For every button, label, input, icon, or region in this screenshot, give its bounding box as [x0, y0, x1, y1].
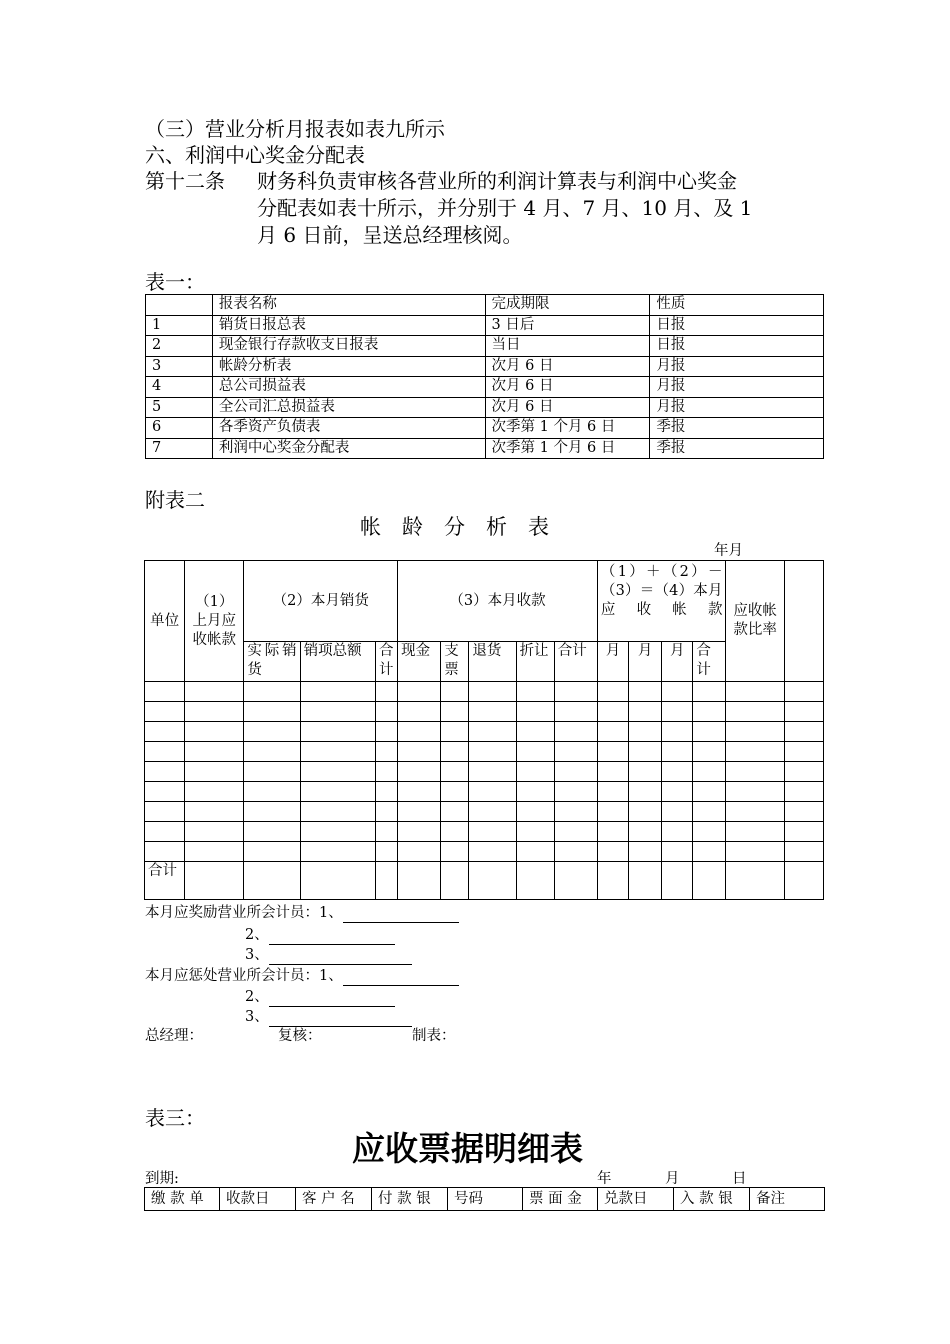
table-cell	[441, 802, 469, 822]
header-receivable-ratio: 应收帐款比率	[726, 561, 784, 682]
table-cell	[300, 702, 375, 722]
due-day-label: 日	[732, 1171, 747, 1187]
table-cell	[516, 802, 554, 822]
table-cell: 次季第 1 个月 6 日	[485, 438, 650, 459]
table-cell: 次月 6 日	[485, 356, 650, 377]
subheader-discount: 折让	[516, 642, 554, 682]
notes-receivable-table	[144, 1187, 825, 1211]
punish-line-1	[145, 966, 459, 986]
table-header-cell: 性质	[650, 295, 824, 316]
table-cell	[244, 702, 300, 722]
reward-line-1	[145, 903, 459, 923]
header-unit: 单位	[145, 561, 185, 682]
table-row	[145, 762, 824, 782]
table-cell	[597, 842, 628, 862]
table-cell	[441, 842, 469, 862]
table-total-row	[145, 862, 824, 900]
table-cell	[300, 822, 375, 842]
table-cell: 1	[146, 315, 213, 336]
table-cell	[784, 722, 823, 742]
table-row	[145, 742, 824, 762]
blank-line	[269, 948, 412, 965]
table1-label: 表一：	[145, 270, 205, 294]
table-header-row	[145, 561, 824, 642]
table-cell	[375, 682, 397, 702]
table-cell	[300, 842, 375, 862]
due-label: 到期:	[145, 1171, 179, 1187]
table-cell	[784, 742, 823, 762]
table-cell	[597, 722, 628, 742]
table-cell	[441, 742, 469, 762]
table3-title: 应收票据明细表	[352, 1129, 583, 1168]
table-cell: 月报	[650, 356, 824, 377]
report-schedule-table	[145, 294, 824, 459]
table-cell	[554, 682, 597, 702]
table-cell	[469, 682, 516, 702]
table-cell: 总公司损益表	[212, 377, 485, 398]
blank-line	[269, 990, 395, 1007]
table-cell	[662, 702, 693, 722]
table-cell	[662, 822, 693, 842]
due-year-label: 年	[597, 1171, 612, 1187]
table-cell	[469, 702, 516, 722]
table-cell	[375, 742, 397, 762]
table-cell	[398, 802, 441, 822]
table-cell	[662, 762, 693, 782]
table-cell	[662, 722, 693, 742]
table-cell	[693, 682, 726, 702]
table-header-cell: 客 户 名	[296, 1188, 372, 1211]
reward-line-2	[245, 925, 395, 945]
table-cell	[375, 702, 397, 722]
table-cell	[516, 842, 554, 862]
table-header-cell: 兑款日	[598, 1188, 674, 1211]
table-cell	[300, 722, 375, 742]
item-number: 2、	[245, 927, 269, 943]
table-cell	[726, 782, 784, 802]
table-row	[145, 702, 824, 722]
table-cell	[629, 842, 662, 862]
table-cell	[244, 782, 300, 802]
table-cell	[516, 762, 554, 782]
table-cell	[244, 722, 300, 742]
table-cell	[375, 722, 397, 742]
table-cell: 2	[146, 336, 213, 357]
table-cell: 销货日报总表	[212, 315, 485, 336]
subheader-total-sales: 销项总额	[300, 642, 375, 682]
table2-title: 帐 龄 分 析 表	[360, 515, 549, 539]
prepare-signature-label: 制表：	[412, 1028, 456, 1044]
table-cell	[244, 802, 300, 822]
table-cell	[375, 822, 397, 842]
punish-label: 本月应惩处营业所会计员：1、	[145, 968, 343, 984]
header-blank	[784, 561, 823, 682]
table-cell	[662, 802, 693, 822]
table-cell	[726, 822, 784, 842]
table-cell	[597, 702, 628, 722]
table-cell	[398, 782, 441, 802]
table-cell: 季报	[650, 438, 824, 459]
article-text-line3: 月 6 日前，呈送总经理核阅。	[257, 223, 523, 247]
table-row	[145, 722, 824, 742]
table-cell: 5	[146, 397, 213, 418]
table-cell	[726, 702, 784, 722]
table-row	[146, 356, 824, 377]
total-row-label: 合计	[145, 862, 185, 900]
table-cell	[441, 782, 469, 802]
table-cell	[441, 762, 469, 782]
table-cell	[784, 682, 823, 702]
table-cell	[597, 742, 628, 762]
table-cell	[554, 842, 597, 862]
table-cell	[629, 702, 662, 722]
table-cell	[469, 782, 516, 802]
table-cell	[145, 702, 185, 722]
subheader-return: 退货	[469, 642, 516, 682]
item-number: 2、	[245, 989, 269, 1005]
table-cell	[662, 682, 693, 702]
table-cell	[693, 802, 726, 822]
table-cell	[554, 802, 597, 822]
table-cell	[726, 722, 784, 742]
subheader-sales-sum: 合计	[375, 642, 397, 682]
table-cell: 4	[146, 377, 213, 398]
table-header-cell: 缴 款 单	[145, 1188, 220, 1211]
table2-label: 附表二	[145, 488, 205, 512]
reward-label: 本月应奖励营业所会计员：1、	[145, 905, 343, 921]
table-cell: 次季第 1 个月 6 日	[485, 418, 650, 439]
table-row	[146, 438, 824, 459]
table-cell	[629, 742, 662, 762]
table-cell	[375, 762, 397, 782]
table-cell	[441, 722, 469, 742]
table-cell: 3	[146, 356, 213, 377]
table-cell	[554, 742, 597, 762]
table-cell	[554, 722, 597, 742]
blank-line	[269, 1010, 412, 1027]
table-cell	[554, 702, 597, 722]
table-row	[146, 315, 824, 336]
year-month-label: 年月	[714, 543, 743, 559]
table-cell	[185, 802, 244, 822]
table-cell	[629, 782, 662, 802]
table-cell: 月报	[650, 377, 824, 398]
table-header-row	[145, 1188, 825, 1211]
table-cell	[693, 742, 726, 762]
punish-line-3	[245, 1007, 412, 1027]
table-cell	[516, 742, 554, 762]
table-row	[145, 782, 824, 802]
table-cell	[244, 682, 300, 702]
subheader-actual-sales: 实际销货	[244, 642, 300, 682]
table-cell	[784, 762, 823, 782]
table-cell	[185, 762, 244, 782]
table-cell: 6	[146, 418, 213, 439]
table-cell	[375, 842, 397, 862]
table-cell	[726, 742, 784, 762]
table-cell: 季报	[650, 418, 824, 439]
table-cell	[693, 762, 726, 782]
table-cell	[784, 822, 823, 842]
table-row	[145, 802, 824, 822]
subheader-month: 月	[629, 642, 662, 682]
table-cell	[597, 762, 628, 782]
table-header-cell: 号码	[448, 1188, 523, 1211]
punish-line-2	[245, 987, 395, 1007]
table-header-cell: 票 面 金	[523, 1188, 598, 1211]
table-cell	[469, 802, 516, 822]
table-header-cell: 付 款 银	[372, 1188, 448, 1211]
gm-signature-label: 总经理：	[145, 1028, 203, 1044]
item-number: 3、	[245, 1009, 269, 1025]
table-cell: 日报	[650, 336, 824, 357]
table-cell	[726, 842, 784, 862]
table-cell	[554, 762, 597, 782]
table-cell	[516, 702, 554, 722]
table-cell	[185, 822, 244, 842]
table-cell	[597, 822, 628, 842]
table-cell	[145, 682, 185, 702]
table-cell	[441, 822, 469, 842]
table-cell	[662, 782, 693, 802]
table-cell	[244, 842, 300, 862]
subheader-cash: 现金	[398, 642, 441, 682]
table-cell	[398, 822, 441, 842]
table-cell	[375, 782, 397, 802]
table-header-cell: 报表名称	[212, 295, 485, 316]
table-cell	[441, 702, 469, 722]
table-cell	[185, 682, 244, 702]
table-cell: 现金银行存款收支日报表	[212, 336, 485, 357]
table-cell	[629, 762, 662, 782]
subheader-check: 支票	[441, 642, 469, 682]
table-cell	[784, 842, 823, 862]
table-header-cell: 收款日	[220, 1188, 296, 1211]
table-cell	[469, 762, 516, 782]
table-cell	[244, 822, 300, 842]
table-header-cell: 备注	[750, 1188, 825, 1211]
review-signature-label: 复核：	[278, 1028, 322, 1044]
table-cell: 利润中心奖金分配表	[212, 438, 485, 459]
table-cell	[244, 762, 300, 782]
table-cell	[469, 742, 516, 762]
table-header-cell	[146, 295, 213, 316]
section-heading-sales-analysis: （三）营业分析月报表如表九所示	[145, 117, 445, 141]
table-cell	[516, 822, 554, 842]
table-subheader-row	[145, 642, 824, 682]
table-cell: 7	[146, 438, 213, 459]
table-cell	[145, 802, 185, 822]
table-cell	[554, 822, 597, 842]
table-cell	[597, 802, 628, 822]
table-cell	[398, 842, 441, 862]
table-cell: 当日	[485, 336, 650, 357]
table-row	[145, 822, 824, 842]
table-cell: 帐龄分析表	[212, 356, 485, 377]
table-cell	[469, 722, 516, 742]
table-row	[146, 418, 824, 439]
table-cell	[693, 822, 726, 842]
table-cell	[597, 682, 628, 702]
table-cell	[398, 722, 441, 742]
table-cell: 各季资产负债表	[212, 418, 485, 439]
table-cell	[662, 842, 693, 862]
table-cell	[469, 842, 516, 862]
blank-line	[343, 969, 459, 986]
table-cell	[693, 842, 726, 862]
table-cell	[145, 762, 185, 782]
table-header-cell: 完成期限	[485, 295, 650, 316]
table-cell	[441, 682, 469, 702]
table-cell	[398, 702, 441, 722]
table-cell	[516, 782, 554, 802]
table-cell	[145, 842, 185, 862]
table-cell	[784, 782, 823, 802]
table-cell	[145, 722, 185, 742]
article-text-line1: 财务科负责审核各营业所的利润计算表与利润中心奖金	[257, 169, 737, 193]
table-cell	[185, 842, 244, 862]
article-text-line2: 分配表如表十所示，并分别于 4 月、7 月、10 月、及 1	[257, 196, 753, 220]
blank-line	[269, 928, 395, 945]
table-cell	[375, 802, 397, 822]
table-cell	[726, 802, 784, 822]
header-monthly-sales: （2）本月销货	[244, 561, 398, 642]
table-cell: 月报	[650, 397, 824, 418]
table-cell	[629, 722, 662, 742]
table-cell: 次月 6 日	[485, 397, 650, 418]
table-cell	[693, 782, 726, 802]
table-cell	[554, 782, 597, 802]
aging-analysis-table	[144, 560, 824, 900]
table-cell	[629, 822, 662, 842]
table-cell	[300, 782, 375, 802]
table-cell: 3 日后	[485, 315, 650, 336]
table-cell	[629, 802, 662, 822]
table-row	[146, 377, 824, 398]
table-cell	[300, 762, 375, 782]
table-cell	[145, 822, 185, 842]
table3-label: 表三：	[145, 1106, 205, 1130]
subheader-month: 月	[662, 642, 693, 682]
table-cell	[185, 702, 244, 722]
table-row	[146, 397, 824, 418]
table-cell	[597, 782, 628, 802]
table-cell: 全公司汇总损益表	[212, 397, 485, 418]
table-row	[145, 842, 824, 862]
table-cell	[185, 782, 244, 802]
table-cell	[629, 682, 662, 702]
table-cell	[693, 702, 726, 722]
table-header-cell: 入 款 银	[674, 1188, 750, 1211]
table-cell	[469, 822, 516, 842]
table-cell	[185, 742, 244, 762]
table-cell	[145, 782, 185, 802]
table-cell	[300, 802, 375, 822]
table-cell	[784, 702, 823, 722]
table-cell	[516, 682, 554, 702]
table-cell	[516, 722, 554, 742]
table-cell	[300, 742, 375, 762]
table-header-row	[146, 295, 824, 316]
header-prev-receivable: （1）上月应收帐款	[185, 561, 244, 682]
table-cell	[726, 682, 784, 702]
header-formula: （1）＋（2）－（3）＝（4）本月应收帐款	[597, 561, 726, 642]
table-row	[145, 682, 824, 702]
subheader-month: 月	[597, 642, 628, 682]
due-month-label: 月	[665, 1171, 680, 1187]
table-cell	[662, 742, 693, 762]
table-cell: 次月 6 日	[485, 377, 650, 398]
table-cell	[398, 742, 441, 762]
table-cell	[398, 682, 441, 702]
table-cell	[300, 682, 375, 702]
reward-line-3	[245, 945, 412, 965]
table-cell: 日报	[650, 315, 824, 336]
table-cell	[185, 722, 244, 742]
table-cell	[244, 742, 300, 762]
article-number: 第十二条	[145, 169, 225, 193]
table-cell	[726, 762, 784, 782]
header-monthly-collection: （3）本月收款	[398, 561, 598, 642]
item-number: 3、	[245, 947, 269, 963]
table-cell	[398, 762, 441, 782]
subheader-collection-sum: 合计	[554, 642, 597, 682]
table-cell	[784, 802, 823, 822]
table-cell	[145, 742, 185, 762]
section-heading-profit-center: 六、利润中心奖金分配表	[145, 143, 365, 167]
subheader-month-sum: 合计	[693, 642, 726, 682]
table-row	[146, 336, 824, 357]
table-cell	[693, 722, 726, 742]
blank-line	[343, 906, 459, 923]
